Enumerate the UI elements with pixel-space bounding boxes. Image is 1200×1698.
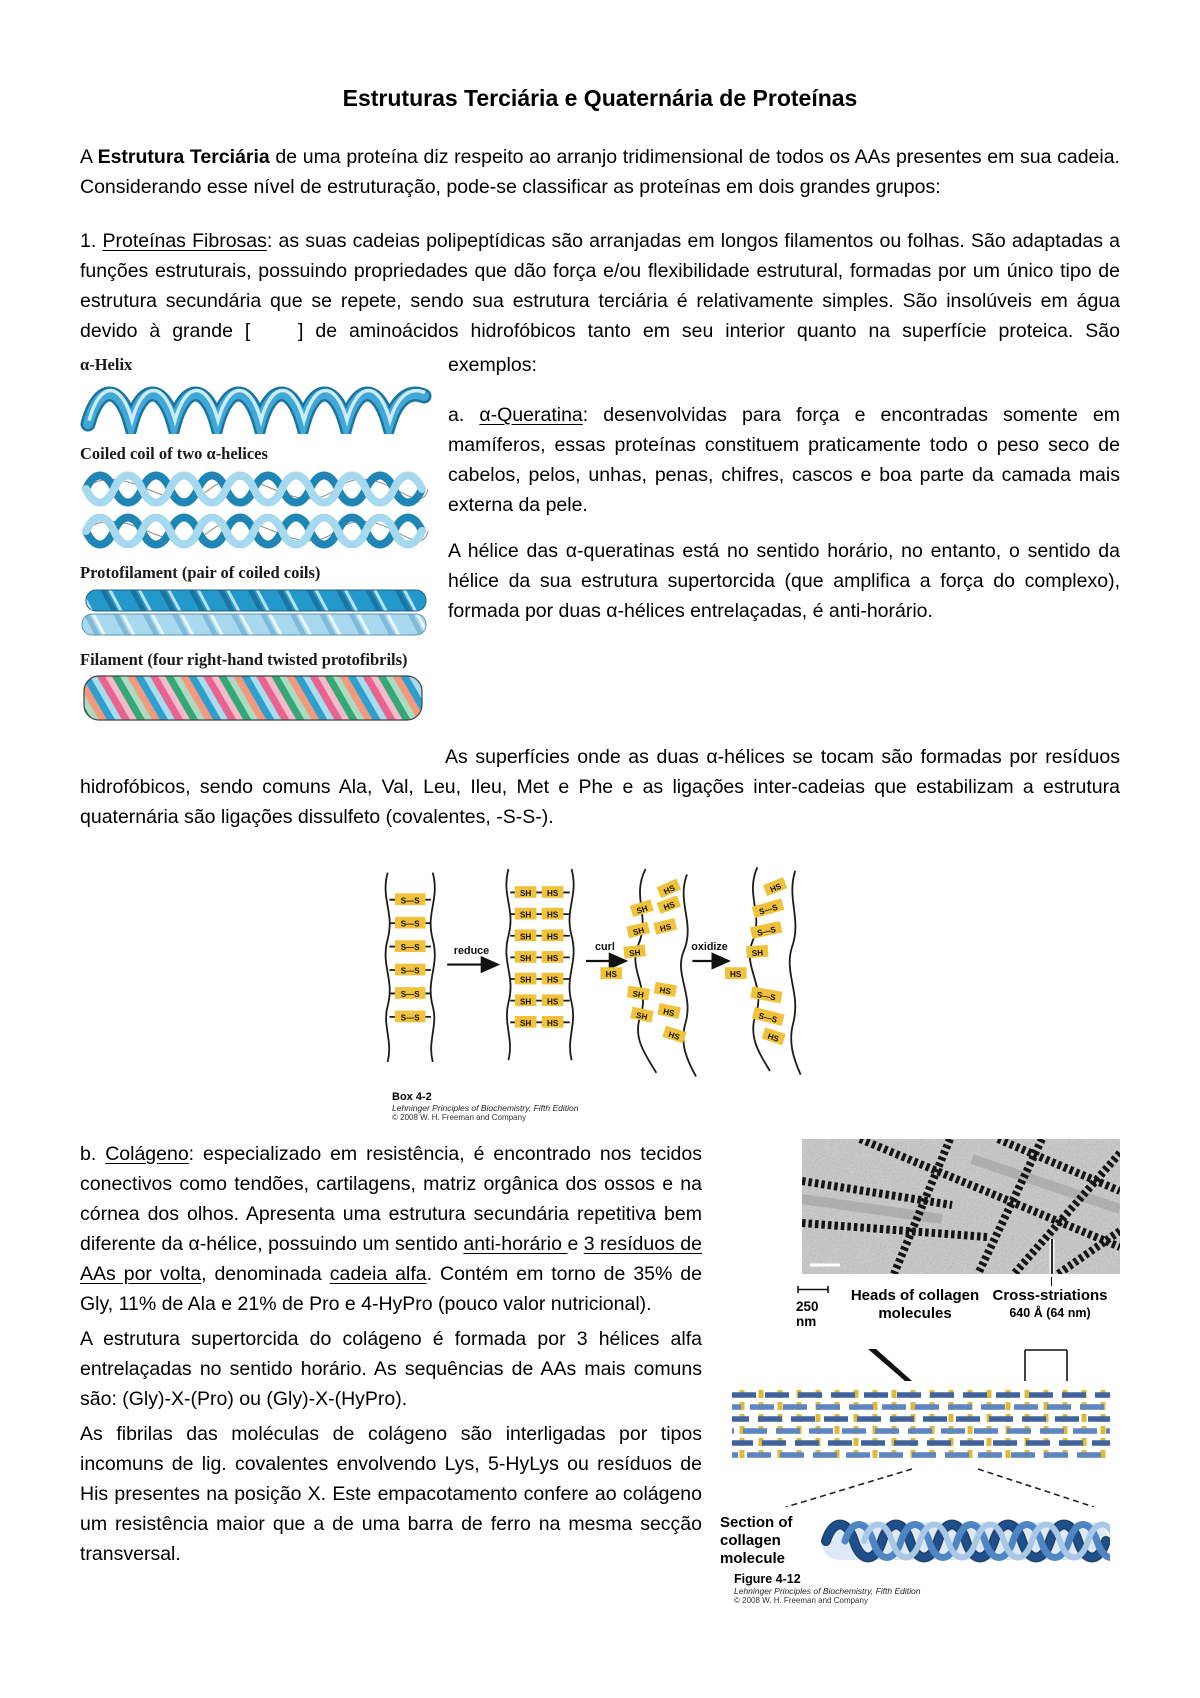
disulfide-tag <box>654 982 677 997</box>
fibrous-body-2: de aminoácidos hidrofóbicos tanto em seu interior quanto na superfície proteica. São <box>303 320 1120 342</box>
pointer-connectors <box>720 1349 1120 1381</box>
collagen-mid-1: e <box>567 1233 584 1255</box>
heads-of-collagen-label <box>836 1287 994 1323</box>
disulfide-tag <box>395 964 426 976</box>
alpha-keratin-term-underlined: α-Queratina <box>479 404 583 426</box>
disulfide-tag <box>542 951 564 963</box>
svg-text:SH: SH <box>519 889 532 899</box>
disulfide-tag <box>662 1026 686 1044</box>
collagen-section <box>80 1139 1120 1606</box>
svg-text:SH: SH <box>519 997 532 1007</box>
disulfide-tag <box>750 921 782 939</box>
fibrous-number: 1. <box>80 230 103 252</box>
svg-text:SH: SH <box>635 1010 649 1022</box>
section-label-line1: Section of <box>720 1514 793 1531</box>
collagen-supercoil-paragraph: A estrutura supertorcida do colágeno é formada por 3 hélices alfa entrelaçadas no sentido horário. As sequências de AAs mais comuns são: (Gly)-X-(Pro) ou (Gly)-X-(HyPro). <box>80 1328 702 1410</box>
collagen-caption-title: Figure 4-12 <box>734 1572 801 1586</box>
examples-line: exemplos: <box>448 354 537 376</box>
residues-per-turn-underlined: 3 resíduos de AAs por volta <box>80 1233 702 1285</box>
cross-label-line1: Cross-striations <box>992 1287 1108 1304</box>
disulfide-tag <box>515 908 537 920</box>
scale-unit: nm <box>796 1314 817 1329</box>
coiled-coil-label: Coiled coil of two α-helices <box>80 444 268 463</box>
svg-text:HS: HS <box>730 970 742 980</box>
disulfide-tag <box>395 893 426 905</box>
cadeia-alfa-underlined: cadeia alfa <box>329 1263 427 1285</box>
disulfide-tag <box>542 1016 564 1028</box>
collagen-figure <box>720 1139 1120 1606</box>
disulfide-caption <box>392 1091 810 1123</box>
svg-text:SH: SH <box>519 932 532 942</box>
svg-text:SH: SH <box>628 948 641 959</box>
svg-text:S—S: S—S <box>400 966 420 976</box>
intro-pre: A <box>80 146 98 168</box>
disulfide-tag <box>763 877 788 896</box>
alpha-keratin-body: : desenvolvidas para força e encontradas somente em mamíferos, essas proteínas constituem praticamente todo o peso seco de cabelos, pelos, unhas, penas, chifres, cascos e boa parte da camada mais externa da pele. <box>448 404 1120 516</box>
svg-text:HS: HS <box>605 970 617 980</box>
item-b-number: b. <box>80 1143 106 1165</box>
alpha-helix-label: α-Helix <box>80 355 133 374</box>
svg-text:HS: HS <box>662 883 677 897</box>
collagen-molecule-illustration <box>820 1514 1110 1568</box>
svg-text:HS: HS <box>768 881 783 895</box>
svg-text:SH: SH <box>519 975 532 985</box>
intro-paragraph <box>80 142 1120 202</box>
disulfide-tag <box>656 879 681 899</box>
svg-text:HS: HS <box>547 1018 559 1028</box>
disulfide-tag <box>515 994 537 1006</box>
svg-text:SH: SH <box>631 989 645 1000</box>
section-label-line3: molecule <box>720 1550 786 1567</box>
collagen-packing-schematic <box>732 1386 1110 1462</box>
disulfide-tag <box>657 895 681 914</box>
disulfide-diagram-figure <box>366 856 810 1123</box>
svg-text:S—S: S—S <box>400 919 420 929</box>
collagen-electron-micrograph <box>802 1139 1120 1274</box>
disulfide-tag <box>725 967 747 979</box>
page-title: Estruturas Terciária e Quaternária de Proteínas <box>342 85 858 111</box>
svg-text:HS: HS <box>547 975 559 985</box>
collagen-body-2: . Contém em torno de 35% de Gly, 11% de Ala e 21% de Pro e 4-HyPro (pouco valor nutricional). <box>80 1263 702 1315</box>
disulfide-tag <box>630 1007 654 1023</box>
surfaces-paragraph: As superfícies onde as duas α-hélices se tocam são formadas por resíduos hidrofóbicos, sendo comuns Ala, Val, Leu, Ileu, Met e Phe e as ligações inter-cadeias que estabilizam a estrutura quaternária são ligações dissulfeto (covalentes, -S-S-). <box>80 746 1120 828</box>
scale-value: 250 <box>796 1299 819 1314</box>
heads-label-line1: Heads of collagen <box>850 1287 980 1304</box>
collagen-paragraph <box>80 1139 702 1319</box>
collagen-term-underlined: Colágeno <box>105 1143 189 1165</box>
svg-text:HS: HS <box>658 985 672 997</box>
heads-label-line2: molecules <box>878 1305 952 1322</box>
scale-bar <box>796 1281 840 1329</box>
svg-text:HS: HS <box>547 953 559 963</box>
alpha-keratin-paragraph <box>448 400 1120 520</box>
intro-rest: de uma proteína diz respeito ao arranjo tridimensional de todos os AAs presentes em sua cadeia. Considerando esse nível de estruturação, pode-se classificar as proteínas em dois grandes grupos: <box>80 146 1120 198</box>
svg-text:HS: HS <box>667 1029 681 1042</box>
collagen-text-column <box>80 1139 702 1574</box>
section-of-collagen-label <box>720 1514 820 1568</box>
disulfide-tag <box>395 940 426 952</box>
fibrous-term-underlined: Proteínas Fibrosas <box>102 230 267 252</box>
svg-text:HS: HS <box>547 910 559 920</box>
disulfide-tag <box>752 898 785 918</box>
disulfide-tag <box>627 986 650 1001</box>
svg-text:S—S: S—S <box>758 902 779 917</box>
collagen-body-1: : especializado em resistência, é encontrado nos tecidos conectivos como tendões, cartilagens, matriz orgânica dos ossos e na córnea dos olhos. Apresenta uma estrutura secundária repetitiva bem diferente da α-hélice, possuindo um sentido <box>80 1143 702 1255</box>
disulfide-tag <box>542 973 564 985</box>
zoom-dashed-lines <box>720 1467 1120 1507</box>
svg-text:SH: SH <box>751 948 764 958</box>
collagen-micrograph-wrap <box>720 1139 1120 1279</box>
disulfide-tag <box>395 987 426 999</box>
cross-label-line2: 640 Å (64 nm) <box>1009 1306 1091 1320</box>
svg-text:S—S: S—S <box>400 990 420 1000</box>
fibrous-paragraph <box>80 226 1120 346</box>
filament-label: Filament (four right-hand twisted protofibrils) <box>80 650 408 669</box>
disulfide-tag <box>623 945 646 959</box>
disulfide-tag <box>653 918 677 935</box>
disulfide-caption-copyright: © 2008 W. H. Freeman and Company <box>392 1113 526 1122</box>
disulfide-tag <box>752 1007 785 1026</box>
alpha-helix-illustration <box>80 378 432 434</box>
disulfide-tag <box>542 886 564 898</box>
disulfide-tag <box>746 945 768 958</box>
svg-text:HS: HS <box>547 997 559 1007</box>
svg-text:SH: SH <box>519 910 532 920</box>
collagen-caption-source: Lehninger Principles of Biochemistry, Fifth Edition <box>734 1586 921 1596</box>
disulfide-tag <box>395 917 426 929</box>
disulfide-tag <box>542 908 564 920</box>
svg-text:HS: HS <box>547 932 559 942</box>
disulfide-caption-source: Lehninger Principles of Biochemistry, Fifth Edition <box>392 1103 579 1113</box>
svg-text:S—S: S—S <box>400 896 420 906</box>
anti-horario-underlined: anti-horário <box>463 1233 568 1255</box>
disulfide-tag <box>657 1003 681 1019</box>
coiled-coil-illustration <box>80 467 432 553</box>
disulfide-tag <box>515 1016 537 1028</box>
blank-brackets: [ ] <box>244 320 304 342</box>
disulfide-diagram <box>366 856 806 1084</box>
disulfide-tag <box>515 973 537 985</box>
protofilament-label: Protofilament (pair of coiled coils) <box>80 563 321 582</box>
svg-text:SH: SH <box>519 953 532 963</box>
disulfide-tag <box>515 929 537 941</box>
scale-bar-ticks <box>796 1285 830 1294</box>
disulfide-tag <box>515 886 537 898</box>
collagen-molecule-row <box>720 1514 1120 1568</box>
cross-striations-pointer-line <box>1051 1277 1052 1286</box>
cross-striations-label <box>980 1287 1120 1321</box>
svg-text:S—S: S—S <box>756 990 777 1003</box>
filament-illustration <box>80 673 428 723</box>
item-a-number: a. <box>448 404 480 426</box>
collagen-figure-labels <box>720 1279 1120 1349</box>
oxidize-arrow-label: oxidize <box>691 941 728 954</box>
disulfide-tag <box>515 951 537 963</box>
keratin-helix-paragraph: A hélice das α-queratinas está no sentido horário, no entanto, o sentido da hélice da sua estrutura supertorcida (que amplifica a força do complexo), formada por duas α-hélices entrelaçadas, é anti-horário. <box>448 540 1120 622</box>
svg-text:S—S: S—S <box>400 943 420 953</box>
disulfide-tag <box>542 994 564 1006</box>
svg-text:SH: SH <box>632 925 646 938</box>
svg-text:HS: HS <box>662 899 677 913</box>
collagen-mid-2: , denominada <box>201 1263 330 1285</box>
collagen-caption-copyright: © 2008 W. H. Freeman and Company <box>734 1596 868 1605</box>
disulfide-tag <box>626 922 650 939</box>
intro-term-bold: Estrutura Terciária <box>97 146 270 168</box>
section-label-line2: collagen <box>720 1532 781 1549</box>
alpha-keratin-text-column <box>448 350 1120 642</box>
svg-text:S—S: S—S <box>756 925 777 938</box>
protofilament-illustration <box>80 586 432 640</box>
reduce-arrow-label: reduce <box>453 944 490 957</box>
collagen-fibrils-paragraph: As fibrilas das moléculas de colágeno são interligadas por tipos incomuns de lig. covalentes envolvendo Lys, 5-HyLys ou resíduos de His presentes na posição X. Este empacotamento confere ao colágeno um resistência maior que a de uma barra de ferro na mesma secção transversal. <box>80 1423 702 1565</box>
collagen-caption <box>734 1572 1120 1606</box>
svg-text:SH: SH <box>635 903 649 916</box>
svg-text:SH: SH <box>519 1018 532 1028</box>
keratin-hierarchy-figure <box>80 350 434 728</box>
disulfide-caption-title: Box 4-2 <box>392 1091 432 1103</box>
disulfide-tag <box>395 1011 426 1023</box>
fibrous-body-1: : as suas cadeias polipeptídicas são arranjadas em longos filamentos ou folhas. São adaptadas a funções estruturais, possuindo propriedades que dão força e/ou flexibilidade estrutural, formadas por um único tipo de estrutura secundária que se repete, sendo sua estrutura terciária é relativamente simples. São insolúveis em água devido à grande <box>80 230 1121 342</box>
keratin-section <box>80 350 1120 728</box>
disulfide-tag <box>762 1027 786 1045</box>
curl-arrow-label: curl <box>595 941 615 954</box>
disulfide-tag <box>750 986 782 1003</box>
svg-text:HS: HS <box>662 1006 676 1019</box>
svg-text:S—S: S—S <box>400 1013 420 1023</box>
svg-text:HS: HS <box>766 1031 780 1044</box>
svg-text:S—S: S—S <box>757 1011 779 1025</box>
disulfide-tag <box>600 967 622 979</box>
svg-text:HS: HS <box>547 889 559 899</box>
svg-text:HS: HS <box>659 922 673 934</box>
disulfide-tag <box>542 929 564 941</box>
